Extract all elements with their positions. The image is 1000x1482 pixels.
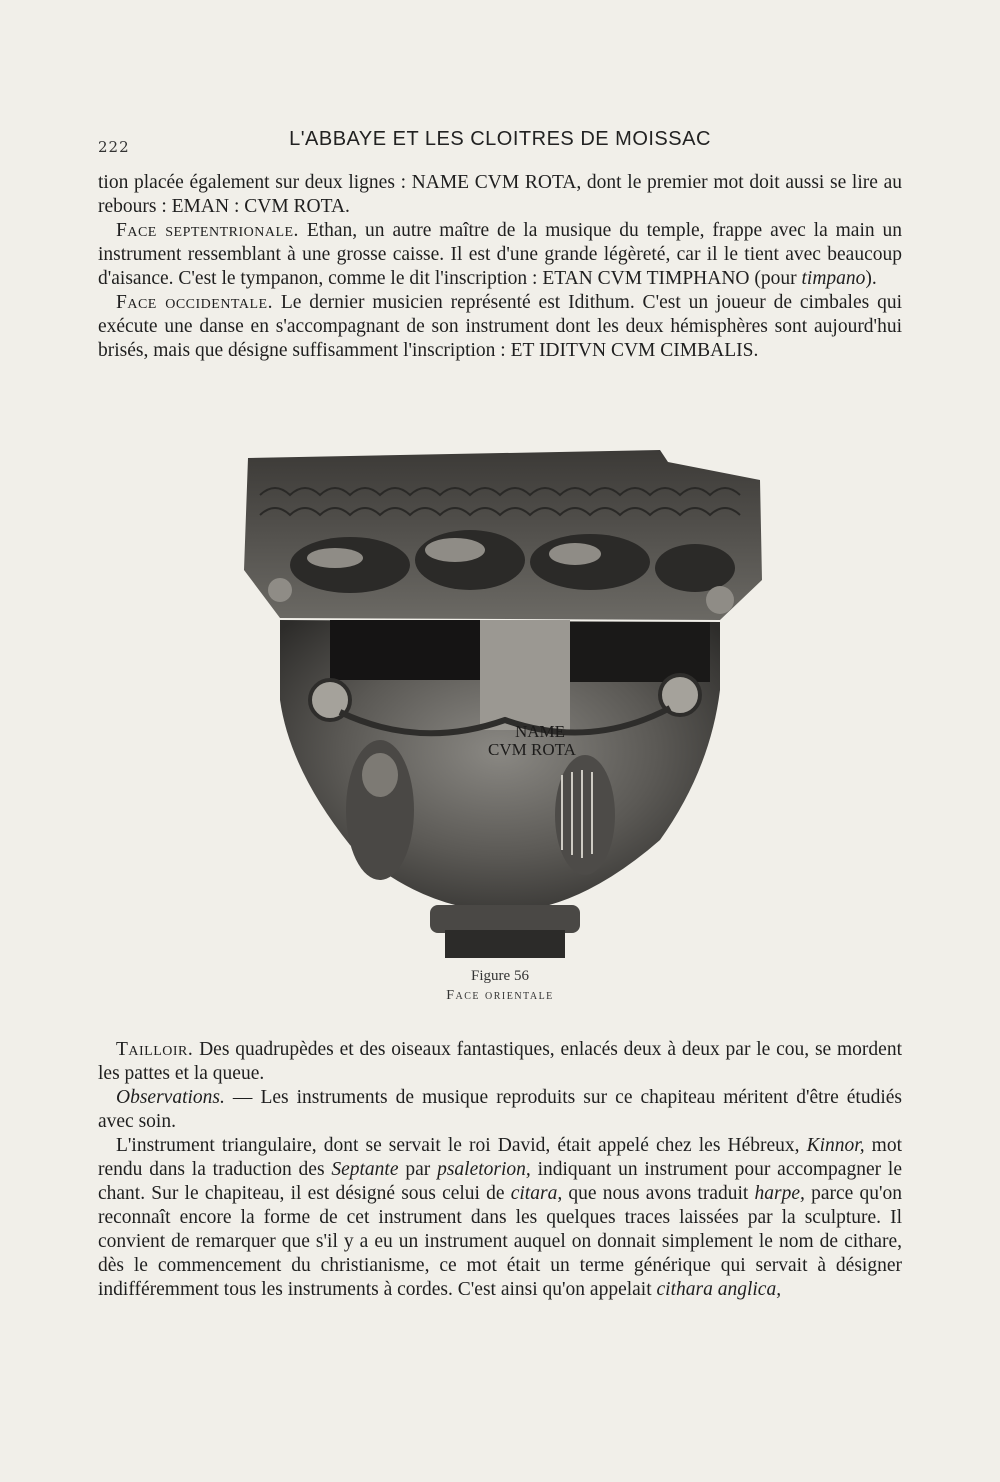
- column-top: [445, 930, 565, 958]
- inscription-line-1: NAME: [515, 722, 566, 741]
- abacus-block: [244, 450, 762, 620]
- paragraph-text: ).: [865, 268, 877, 289]
- section-label: Observations.: [116, 1087, 225, 1108]
- bottom-text-block: [98, 1038, 902, 1302]
- section-label: Tailloir.: [116, 1039, 194, 1060]
- paragraph-text: que nous avons traduit: [562, 1183, 755, 1204]
- paragraph-text: parce qu'on reconnaît encore la forme de cet instrument dans les quelques traces laissées par la sculpture. Il convient de remarquer que s'il y a eu un instrument auquel on donnait simplement le nom de cithare, dès le commencement du christianisme, ce mot était un terme générique qui servait à désigner indifféremment tous les instruments à cordes. C'est ainsi qu'on appelait: [98, 1183, 902, 1300]
- paragraph-text: L'instrument triangulaire, dont se servait le roi David, était appelé chez les Hébreux,: [116, 1135, 807, 1156]
- italic-term: citara,: [510, 1183, 563, 1204]
- paragraph-tailloir: [98, 1038, 902, 1086]
- paragraph-face-occidentale: [98, 291, 902, 363]
- astragal-ring: [430, 905, 580, 933]
- figure-number: Figure 56: [471, 968, 529, 984]
- paragraph-instruments: [98, 1134, 902, 1302]
- recess-left: [330, 620, 480, 680]
- italic-term: Kinnor,: [806, 1135, 865, 1156]
- italic-term: harpe,: [754, 1183, 805, 1204]
- paragraph-text: indiquant un instrument pour accompagner le chant. Sur le chapiteau, il est désigné sous celui de: [98, 1159, 903, 1204]
- section-label: Face occidentale.: [116, 292, 273, 313]
- recess-right: [570, 622, 710, 682]
- paragraph-text: Ethan, un autre maître de la musique du temple, frappe avec la main un instrument ressemblant à une grosse caisse. Il est d'une grande légèreté, car il le tient avec beaucoup d'aisance. C'est le tympanon, comme le dit l'inscription : ETAN CVM TIMPHANO (pour: [98, 220, 902, 289]
- running-title: L'ABBAYE ET LES CLOITRES DE MOISSAC: [289, 128, 711, 150]
- paragraph-text: Des quadrupèdes et des oiseaux fantastiques, enlacés deux à deux par le cou, se mordent les pattes et la queue.: [98, 1039, 902, 1084]
- central-die: [480, 620, 570, 730]
- section-label: Face septentrionale.: [116, 220, 299, 241]
- paragraph-text: par: [398, 1159, 438, 1180]
- paragraph-text: — Les instruments de musique reproduits sur ce chapiteau méritent d'être étudiés avec soin.: [98, 1087, 902, 1132]
- top-text-block: [98, 171, 902, 363]
- italic-term: timpano: [801, 268, 866, 289]
- figure-title: Face orientale: [446, 988, 554, 1003]
- italic-term: Septante: [331, 1159, 399, 1180]
- capital-sculpture-image: [240, 450, 770, 960]
- paragraph-text: mot rendu dans la traduction des: [98, 1135, 902, 1180]
- paragraph-observations: [98, 1086, 902, 1134]
- page-number: 222: [98, 138, 130, 156]
- harp-figure-right: [555, 755, 615, 875]
- capital-photograph: [240, 450, 770, 960]
- italic-term: psaletorion,: [437, 1159, 531, 1180]
- paragraph-continuation: tion placée également sur deux lignes : NAME CVM ROTA, dont le premier mot doit aussi se lire au rebours : EMAN : CVM ROTA.: [98, 172, 902, 217]
- inscription-line-2: CVM ROTA: [488, 740, 576, 759]
- paragraph-text: Le dernier musicien représenté est Idithum. C'est un joueur de cimbales qui exécute une danse en s'accompagnant de son instrument dont les deux hémisphères sont aujourd'hui brisés, mais que désigne suffisamment l'inscription : ET IDITVN CVM CIMBALIS.: [98, 292, 902, 361]
- italic-term: cithara anglica,: [656, 1279, 782, 1300]
- paragraph-face-septentrionale: [98, 219, 902, 291]
